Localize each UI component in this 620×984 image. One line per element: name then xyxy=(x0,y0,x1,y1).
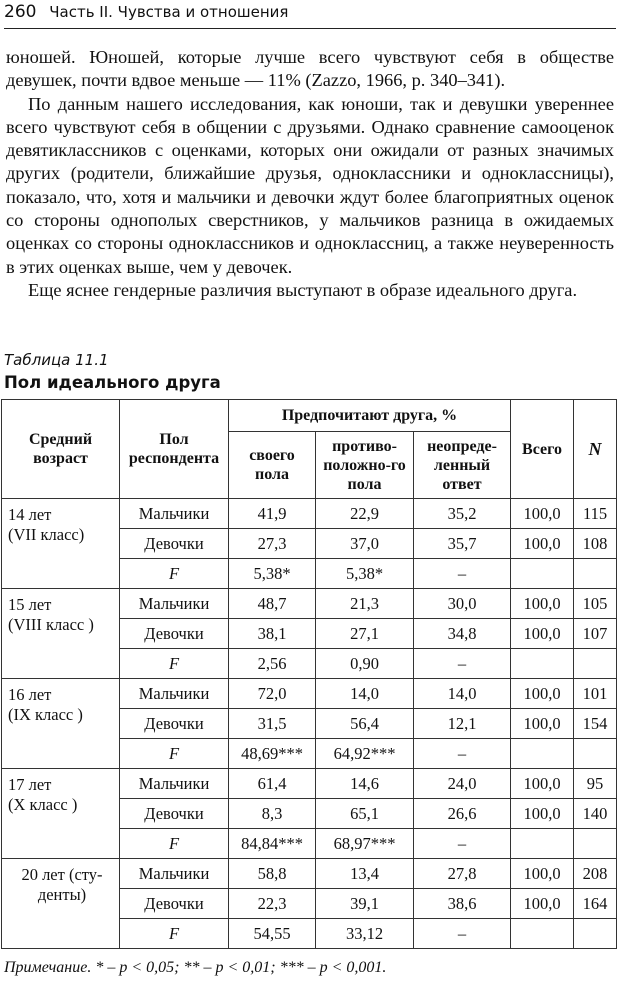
table-body xyxy=(2,499,617,949)
value-cell-undef: 12,1 xyxy=(414,709,511,739)
value-cell-opposite: 14,6 xyxy=(316,769,414,799)
value-cell-undef: 26,6 xyxy=(414,799,511,829)
age-line: 16 лет xyxy=(8,685,52,704)
header-total: Всего xyxy=(511,400,574,499)
value-cell-undef: 34,8 xyxy=(414,619,511,649)
respondent-cell: Девочки xyxy=(120,799,229,829)
value-cell-n xyxy=(574,559,617,589)
age-grade: (VIII класс ) xyxy=(8,615,94,634)
value-cell-undef: 24,0 xyxy=(414,769,511,799)
value-cell-total xyxy=(511,829,574,859)
value-cell-same: 84,84*** xyxy=(229,829,316,859)
table-row xyxy=(2,679,617,709)
value-cell-total xyxy=(511,919,574,949)
value-cell-same: 48,69*** xyxy=(229,739,316,769)
table-row xyxy=(2,589,617,619)
value-cell-n: 108 xyxy=(574,529,617,559)
age-line: 15 лет xyxy=(8,595,52,614)
header-n: N xyxy=(574,400,617,499)
running-head xyxy=(4,2,616,29)
respondent-cell: F xyxy=(120,919,229,949)
value-cell-undef: – xyxy=(414,739,511,769)
age-line: 17 лет xyxy=(8,775,52,794)
value-cell-total xyxy=(511,649,574,679)
value-cell-n xyxy=(574,919,617,949)
value-cell-total: 100,0 xyxy=(511,679,574,709)
value-cell-same: 2,56 xyxy=(229,649,316,679)
value-cell-n xyxy=(574,739,617,769)
table-row xyxy=(2,859,617,889)
value-cell-opposite: 13,4 xyxy=(316,859,414,889)
age-cell xyxy=(2,769,120,859)
table-row xyxy=(2,499,617,529)
header-prefer-group: Предпочитают друга, % xyxy=(229,400,511,432)
age-grade: (IX класс ) xyxy=(8,705,83,724)
age-cell xyxy=(2,499,120,589)
age-line: 20 лет (сту- xyxy=(21,865,103,884)
value-cell-opposite: 22,9 xyxy=(316,499,414,529)
age-grade: (X класс ) xyxy=(8,795,78,814)
table-title: Пол идеального друга xyxy=(4,373,221,392)
value-cell-opposite: 64,92*** xyxy=(316,739,414,769)
respondent-cell: Мальчики xyxy=(120,859,229,889)
page-number: 260 xyxy=(4,2,37,22)
respondent-cell: Мальчики xyxy=(120,589,229,619)
value-cell-n: 154 xyxy=(574,709,617,739)
value-cell-total: 100,0 xyxy=(511,499,574,529)
value-cell-same: 27,3 xyxy=(229,529,316,559)
value-cell-n: 95 xyxy=(574,769,617,799)
respondent-cell: Девочки xyxy=(120,889,229,919)
respondent-cell: Девочки xyxy=(120,709,229,739)
value-cell-n: 107 xyxy=(574,619,617,649)
value-cell-opposite: 68,97*** xyxy=(316,829,414,859)
value-cell-undef: 30,0 xyxy=(414,589,511,619)
respondent-cell: F xyxy=(120,559,229,589)
value-cell-total: 100,0 xyxy=(511,619,574,649)
respondent-cell: Мальчики xyxy=(120,679,229,709)
value-cell-same: 61,4 xyxy=(229,769,316,799)
value-cell-undef: – xyxy=(414,559,511,589)
paragraph-2: По данным нашего исследования, как юноши, так и девушки увереннее всего чувствуют себя в общении с друзьями. Однако сравнение самооценок девятиклассников с оценками, которых они ожидали от разных значимых других (родители, ближайшие друзья, одноклассники и одноклассницы), показало, что, хотя и мальчики и девочки ждут более благоприятных оценок со стороны однополых сверстников, у мальчиков разница в ожидаемых оценках со стороны одноклассников и одноклассниц, а также неуверенность в этих оценках выше, чем у девочек. xyxy=(6,93,614,277)
header-age: Средний возраст xyxy=(2,400,120,499)
value-cell-n: 164 xyxy=(574,889,617,919)
value-cell-opposite: 39,1 xyxy=(316,889,414,919)
value-cell-total: 100,0 xyxy=(511,769,574,799)
age-line: 14 лет xyxy=(8,505,52,524)
section-title: Часть II. Чувства и отношения xyxy=(49,3,289,21)
age-cell xyxy=(2,589,120,679)
age-cell xyxy=(2,679,120,769)
value-cell-total: 100,0 xyxy=(511,589,574,619)
value-cell-same: 54,55 xyxy=(229,919,316,949)
value-cell-same: 31,5 xyxy=(229,709,316,739)
value-cell-undef: – xyxy=(414,829,511,859)
value-cell-opposite: 0,90 xyxy=(316,649,414,679)
paragraph-3: Еще яснее гендерные различия выступают в образе идеального друга. xyxy=(28,279,578,300)
value-cell-total xyxy=(511,739,574,769)
value-cell-n: 208 xyxy=(574,859,617,889)
value-cell-total: 100,0 xyxy=(511,709,574,739)
value-cell-opposite: 33,12 xyxy=(316,919,414,949)
value-cell-undef: 35,2 xyxy=(414,499,511,529)
value-cell-same: 38,1 xyxy=(229,619,316,649)
value-cell-opposite: 37,0 xyxy=(316,529,414,559)
header-undefined: неопреде-ленный ответ xyxy=(414,432,511,499)
respondent-cell: Девочки xyxy=(120,619,229,649)
value-cell-same: 48,7 xyxy=(229,589,316,619)
value-cell-undef: – xyxy=(414,649,511,679)
value-cell-undef: 35,7 xyxy=(414,529,511,559)
value-cell-opposite: 65,1 xyxy=(316,799,414,829)
value-cell-opposite: 14,0 xyxy=(316,679,414,709)
value-cell-n: 101 xyxy=(574,679,617,709)
value-cell-n: 105 xyxy=(574,589,617,619)
value-cell-n xyxy=(574,649,617,679)
age-grade: (VII класс) xyxy=(8,525,85,544)
respondent-cell: Мальчики xyxy=(120,769,229,799)
ideal-friend-table xyxy=(1,399,617,949)
age-cell xyxy=(2,859,120,949)
header-same-sex: своего пола xyxy=(229,432,316,499)
value-cell-same: 5,38* xyxy=(229,559,316,589)
value-cell-same: 58,8 xyxy=(229,859,316,889)
body-text xyxy=(6,46,614,302)
value-cell-total xyxy=(511,559,574,589)
header-respondent: Пол респондента xyxy=(120,400,229,499)
table-caption: Таблица 11.1 xyxy=(4,351,109,369)
value-cell-same: 8,3 xyxy=(229,799,316,829)
value-cell-opposite: 27,1 xyxy=(316,619,414,649)
value-cell-undef: 38,6 xyxy=(414,889,511,919)
value-cell-total: 100,0 xyxy=(511,859,574,889)
respondent-cell: Мальчики xyxy=(120,499,229,529)
header-opposite-sex: противо-положно-го пола xyxy=(316,432,414,499)
value-cell-n: 140 xyxy=(574,799,617,829)
respondent-cell: Девочки xyxy=(120,529,229,559)
table-note: Примечание. * – p < 0,05; ** – p < 0,01; *** – p < 0,001. xyxy=(4,959,387,976)
paragraph-1: юношей. Юношей, которые лучше всего чувствуют себя в обществе девушек, почти вдвое меньше — 11% (Zazzo, 1966, p. 340–341). xyxy=(6,47,614,91)
value-cell-n: 115 xyxy=(574,499,617,529)
value-cell-same: 41,9 xyxy=(229,499,316,529)
value-cell-total: 100,0 xyxy=(511,529,574,559)
value-cell-opposite: 21,3 xyxy=(316,589,414,619)
age-grade: денты) xyxy=(37,885,87,904)
value-cell-same: 22,3 xyxy=(229,889,316,919)
value-cell-opposite: 5,38* xyxy=(316,559,414,589)
value-cell-opposite: 56,4 xyxy=(316,709,414,739)
value-cell-undef: – xyxy=(414,919,511,949)
respondent-cell: F xyxy=(120,829,229,859)
respondent-cell: F xyxy=(120,649,229,679)
respondent-cell: F xyxy=(120,739,229,769)
table-row xyxy=(2,769,617,799)
value-cell-undef: 14,0 xyxy=(414,679,511,709)
value-cell-n xyxy=(574,829,617,859)
value-cell-same: 72,0 xyxy=(229,679,316,709)
value-cell-undef: 27,8 xyxy=(414,859,511,889)
value-cell-total: 100,0 xyxy=(511,799,574,829)
value-cell-total: 100,0 xyxy=(511,889,574,919)
